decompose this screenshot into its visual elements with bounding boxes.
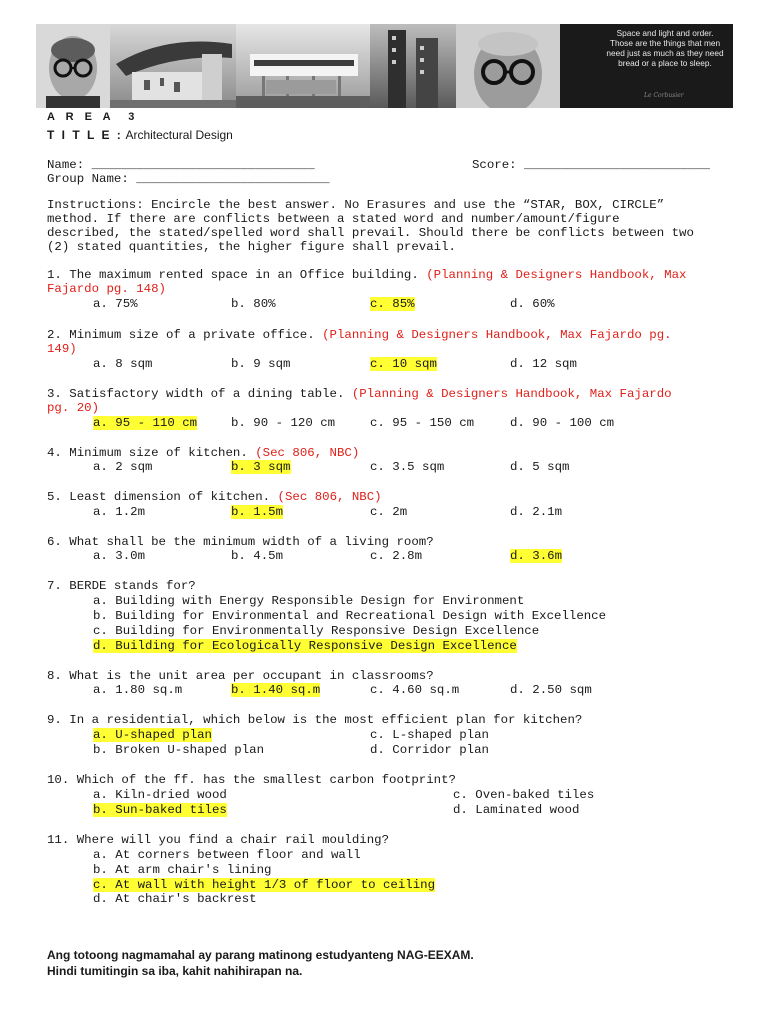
question-1: 1. The maximum rented space in an Office building. (Planning & Designers Handbook, Max — [47, 268, 687, 282]
option-a-answer[interactable]: a. U-shaped plan — [93, 728, 212, 742]
footer-line: Hindi tumitingin sa iba, kahit nahihirapan na. — [47, 964, 303, 978]
option-a[interactable]: a. 3.0m — [93, 549, 146, 563]
question-source: (Planning & Designers Handbook, Max — [426, 268, 687, 282]
option-d[interactable]: d. 60% — [510, 297, 555, 311]
option-d-answer[interactable]: d. 3.6m — [510, 549, 563, 563]
chapel-image — [110, 24, 236, 108]
option-a-answer[interactable]: a. 95 - 110 cm — [93, 416, 198, 430]
option-d[interactable]: d. Corridor plan — [370, 743, 489, 757]
question-source: (Sec 806, NBC) — [255, 446, 360, 460]
option-b[interactable]: b. 90 - 120 cm — [231, 416, 336, 430]
option-c[interactable]: c. 2m — [370, 505, 408, 519]
option-d[interactable]: d. At chair's backrest — [93, 892, 257, 906]
question-source: 149) — [47, 342, 77, 356]
footer-line: Ang totoong nagmamahal ay parang matinong estudyanteng NAG-EEXAM. — [47, 948, 474, 962]
option-c[interactable]: c. 95 - 150 cm — [370, 416, 475, 430]
area-label: A R E A 3 — [47, 111, 139, 123]
question-4: 4. Minimum size of kitchen. (Sec 806, NBC) — [47, 446, 360, 460]
title-value: Architectural Design — [122, 128, 233, 142]
question-source: (Planning & Designers Handbook, Max Fajardo pg. — [322, 328, 672, 342]
question-11: 11. Where will you find a chair rail moulding? — [47, 833, 390, 847]
option-d-answer[interactable]: d. Building for Ecologically Responsive Design Excellence — [93, 639, 517, 653]
option-b[interactable]: b. 9 sqm — [231, 357, 291, 371]
villa-image — [236, 24, 370, 108]
option-a[interactable]: a. Building with Energy Responsible Design for Environment — [93, 594, 525, 608]
option-b-answer[interactable]: b. 3 sqm — [231, 460, 291, 474]
option-b[interactable]: b. Building for Environmental and Recreational Design with Excellence — [93, 609, 607, 623]
name-field[interactable]: Name: ______________________________ — [47, 158, 315, 172]
option-a[interactable]: a. At corners between floor and wall — [93, 848, 361, 862]
question-source: pg. 20) — [47, 401, 100, 415]
question-source: Fajardo pg. 148) — [47, 282, 166, 296]
portrait-image — [36, 24, 110, 108]
banner-signature: Le Corbusier — [644, 92, 684, 99]
option-a[interactable]: a. 75% — [93, 297, 138, 311]
option-c[interactable]: c. 4.60 sq.m — [370, 683, 460, 697]
option-a[interactable]: a. 1.80 sq.m — [93, 683, 183, 697]
option-c[interactable]: c. 2.8m — [370, 549, 423, 563]
option-a[interactable]: a. Kiln-dried wood — [93, 788, 227, 802]
question-source: (Sec 806, NBC) — [277, 490, 382, 504]
option-d[interactable]: d. 12 sqm — [510, 357, 577, 371]
question-3: 3. Satisfactory width of a dining table. (Planning & Designers Handbook, Max Fajardo — [47, 387, 672, 401]
question-5: 5. Least dimension of kitchen. (Sec 806, NBC) — [47, 490, 382, 504]
header-banner — [36, 24, 733, 108]
option-b[interactable]: b. At arm chair's lining — [93, 863, 272, 877]
instructions-line: (2) stated quantities, the higher figure shall prevail. — [47, 240, 456, 254]
title-label: T I T L E : — [47, 128, 123, 142]
portrait-image — [456, 24, 560, 108]
question-6: 6. What shall be the minimum width of a living room? — [47, 535, 434, 549]
option-c-answer[interactable]: c. At wall with height 1/3 of floor to ceiling — [93, 878, 436, 892]
instructions-line: described, the stated/spelled word shall prevail. Should there be conflicts between two — [47, 226, 694, 240]
option-b[interactable]: b. 4.5m — [231, 549, 284, 563]
instructions-line: Instructions: Encircle the best answer. No Erasures and use the “STAR, BOX, CIRCLE” — [47, 198, 665, 212]
option-d[interactable]: d. 5 sqm — [510, 460, 570, 474]
option-b[interactable]: b. 80% — [231, 297, 276, 311]
option-b-answer[interactable]: b. 1.5m — [231, 505, 284, 519]
question-8: 8. What is the unit area per occupant in classrooms? — [47, 669, 434, 683]
tower-image — [370, 24, 456, 108]
question-10: 10. Which of the ff. has the smallest carbon footprint? — [47, 773, 456, 787]
option-b-answer[interactable]: b. Sun-baked tiles — [93, 803, 227, 817]
option-c-answer[interactable]: c. 85% — [370, 297, 415, 311]
score-field[interactable]: Score: _________________________ — [472, 158, 710, 172]
option-c[interactable]: c. 3.5 sqm — [370, 460, 445, 474]
option-a[interactable]: a. 2 sqm — [93, 460, 153, 474]
option-d[interactable]: d. Laminated wood — [453, 803, 580, 817]
page-title — [47, 128, 233, 142]
option-b-answer[interactable]: b. 1.40 sq.m — [231, 683, 321, 697]
option-c[interactable]: c. Building for Environmentally Responsive Design Excellence — [93, 624, 540, 638]
option-a[interactable]: a. 1.2m — [93, 505, 146, 519]
option-c-answer[interactable]: c. 10 sqm — [370, 357, 437, 371]
group-name-field[interactable]: Group Name: __________________________ — [47, 172, 330, 186]
option-b[interactable]: b. Broken U-shaped plan — [93, 743, 265, 757]
option-a[interactable]: a. 8 sqm — [93, 357, 153, 371]
option-d[interactable]: d. 2.50 sqm — [510, 683, 592, 697]
option-c[interactable]: c. Oven-baked tiles — [453, 788, 595, 802]
option-d[interactable]: d. 90 - 100 cm — [510, 416, 615, 430]
question-source: (Planning & Designers Handbook, Max Fajardo — [351, 387, 672, 401]
banner-quote: Space and light and order. Those are the things that men need just as much as they need bread or a place to sleep. — [606, 28, 724, 68]
question-9: 9. In a residential, which below is the most efficient plan for kitchen? — [47, 713, 583, 727]
option-d[interactable]: d. 2.1m — [510, 505, 563, 519]
option-c[interactable]: c. L-shaped plan — [370, 728, 489, 742]
instructions-line: method. If there are conflicts between a stated word and number/amount/figure — [47, 212, 620, 226]
question-7: 7. BERDE stands for? — [47, 579, 196, 593]
question-2: 2. Minimum size of a private office. (Planning & Designers Handbook, Max Fajardo pg. — [47, 328, 672, 342]
